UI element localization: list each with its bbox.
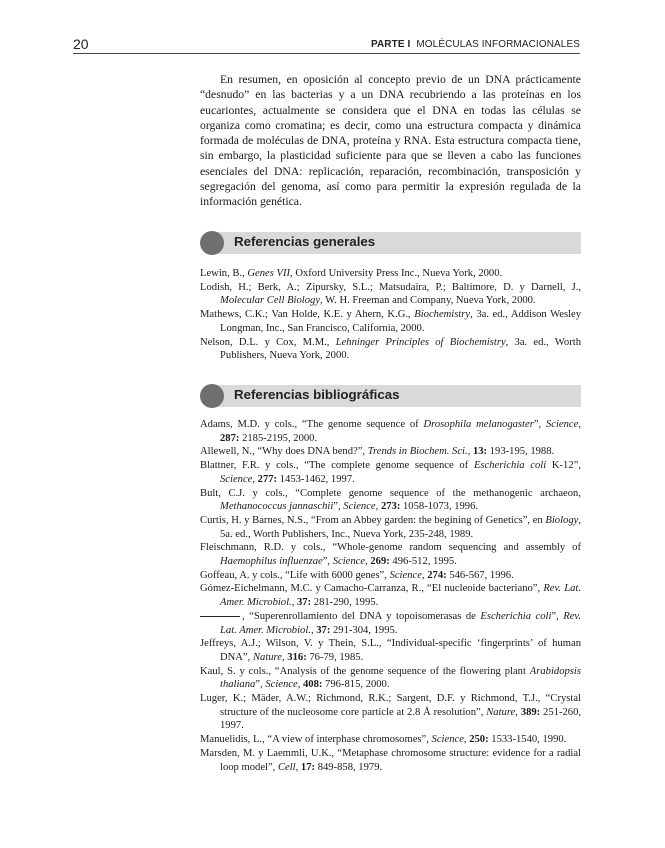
part-label: PARTE I bbox=[370, 39, 411, 50]
reference-post: 251-260, 1997. bbox=[220, 706, 582, 732]
reference-mid: , bbox=[421, 569, 428, 581]
reference-italic: Science bbox=[431, 734, 464, 746]
reference-mid: , bbox=[463, 734, 470, 746]
section-title-general: Referencias generales bbox=[234, 234, 376, 249]
reference-post: 291-304, 1995. bbox=[330, 624, 398, 636]
reference-entry: Blattner, F.R. y cols., “The complete genome sequence of Escherichia coli K-12”, Science, 277: 1453-1462, 1997. bbox=[200, 460, 581, 485]
reference-entry: , “Superenrollamiento del DNA y topoisomerasas de Escherichia coli”, Rev. Lat. Amer. Microbiol., 37: 291-304, 1995. bbox=[200, 610, 581, 637]
reference-italic: Biology bbox=[545, 514, 579, 526]
reference-entry: Fleischmann, R.D. y cols., “Whole-genome random sequencing and assembly of Haemophilus influenzae”, Science, 269: 496-512, 1995. bbox=[200, 542, 581, 568]
reference-post: , 5a. ed., Worth Publishers, Inc., Nueva York, 235-248, 1989. bbox=[220, 514, 581, 540]
reference-mid: ”, bbox=[533, 419, 546, 430]
reference-mid: , bbox=[515, 706, 521, 718]
reference-bold: 17: bbox=[300, 761, 316, 773]
reference-entry bbox=[200, 692, 581, 733]
reference-italic: Molecular Cell Biology bbox=[220, 295, 321, 307]
reference-mid: ”, bbox=[551, 610, 564, 622]
reference-mid: , bbox=[282, 651, 288, 663]
reference-italic: Drosophila melanogaster bbox=[423, 419, 534, 430]
reference-italic2: Science bbox=[265, 679, 298, 691]
reference-entry bbox=[200, 569, 581, 583]
reference-italic: Biochemistry bbox=[414, 309, 471, 321]
reference-post: 546-567, 1996. bbox=[446, 569, 514, 581]
running-head bbox=[371, 39, 580, 50]
reference-entry bbox=[200, 747, 581, 774]
reference-mid: ”, bbox=[255, 679, 266, 691]
reference-pre: Marsden, M. y Laemmli, U.K., “Metaphase chromosome structure: evidence for a radial loop model”, bbox=[200, 747, 581, 773]
part-title: MOLÉCULAS INFORMACIONALES bbox=[416, 39, 580, 50]
reference-italic: Lehninger Principles of Biochemistry bbox=[335, 336, 506, 348]
reference-entry bbox=[200, 445, 581, 459]
reference-entry bbox=[200, 637, 581, 664]
reference-post: 2185-2195, 2000. bbox=[239, 432, 318, 444]
reference-pre: Adams, M.D. y cols., “The genome sequence of bbox=[200, 419, 424, 430]
reference-entry: Bult, C.J. y cols., “Complete genome sequence of the methanogenic archaeon, Methanococcus jannaschii”, Science, 273: 1058-1073, 1996. bbox=[200, 487, 581, 513]
reference-post: 193-195, 1988. bbox=[487, 446, 555, 458]
summary-paragraph: En resumen, en oposición al concepto previo de un DNA prácticamente “desnudo” en las bacterias y a un DNA recubriendo a las proteínas en los eucariontes, actualmente se considera que el DNA en todas las células se organiza como cromatina; es decir, como una estructura compacta y dinámica formada de moléculas de DNA, proteína y RNA. Esta estructura compacta tiene, sin embargo, la plasticidad suficiente para que se lleven a cabo las funciones esenciales del DNA: replicación, reparación, recombinación, transposición y segregación del genoma, así como para permitir la expresión regulada de la información genética. bbox=[200, 73, 581, 209]
reference-pre: Allewell, N., “Why does DNA bend?”, bbox=[200, 446, 368, 458]
reference-pre: Jeffreys, A.J.; Wilson, V. y Thein, S.L., “Individual-specific ‘fingerprints’ of human DNA”, bbox=[200, 638, 581, 663]
section-header-general bbox=[200, 231, 581, 255]
reference-italic: Trends in Biochem. Sci. bbox=[367, 446, 468, 458]
reference-mid: ”, bbox=[333, 501, 344, 513]
reference-italic: Escherichia coli bbox=[473, 460, 547, 472]
reference-pre: Manuelidis, L., “A view of interphase chromosomes”, bbox=[200, 734, 432, 746]
reference-post: , Oxford University Press Inc., Nueva York, 2000. bbox=[290, 268, 503, 279]
section-title-bibliographic: Referencias bibliográficas bbox=[234, 387, 400, 402]
reference-entry bbox=[200, 582, 581, 609]
reference-bold: 13: bbox=[472, 446, 488, 458]
reference-entry: Adams, M.D. y cols., “The genome sequence of Drosophila melanogaster”, Science, 287: 2185-2195, 2000. bbox=[200, 419, 581, 444]
reference-pre: Lodish, H.; Berk, A.; Zipursky, S.L.; Matsudaira, P.; Baltimore, D. y Darnell, J., bbox=[200, 281, 581, 293]
reference-italic: Science bbox=[389, 569, 422, 581]
reference-italic2: Rev. Lat. Amer. Microbiol. bbox=[220, 610, 581, 636]
reference-pre: Fleischmann, R.D. y cols., “Whole-genome random sequencing and assembly of bbox=[200, 542, 581, 554]
reference-bold: 37: bbox=[316, 624, 331, 636]
reference-post: , 3a. ed., Addison Wesley Longman, Inc., San Francisco, California, 2000. bbox=[220, 309, 582, 334]
bullet-circle-icon bbox=[200, 231, 224, 255]
reference-pre: Kaul, S. y cols., “Analysis of the genome sequence of the flowering plant bbox=[200, 665, 530, 677]
reference-pre: Curtis, H. y Barnes, N.S., “From an Abbey garden: the begining of Genetics”, en bbox=[200, 514, 546, 526]
reference-pre: Mathews, C.K.; Van Holde, K.E. y Ahern, K.G., bbox=[200, 309, 415, 321]
reference-italic: Haemophilus influenzae bbox=[220, 556, 323, 568]
reference-entry bbox=[200, 733, 581, 747]
reference-post: 1058-1073, 1996. bbox=[400, 501, 479, 513]
reference-bold: 269: bbox=[370, 556, 390, 568]
bibliographic-references-list bbox=[200, 418, 581, 774]
ditto-dash bbox=[200, 616, 240, 617]
reference-italic: Methanococcus jannaschii bbox=[220, 501, 334, 513]
reference-entry bbox=[200, 336, 581, 363]
reference-italic2: Science bbox=[343, 501, 376, 513]
reference-pre: Goffeau, A. y cols., “Life with 6000 genes”, bbox=[200, 569, 390, 581]
bullet-circle-icon bbox=[200, 384, 224, 408]
reference-entry bbox=[200, 308, 581, 335]
reference-post: 1453-1462, 1997. bbox=[277, 473, 355, 485]
reference-italic: Nature bbox=[486, 706, 516, 718]
reference-italic: Arabidopsis thaliana bbox=[220, 665, 581, 691]
reference-italic: Rev. Lat. Amer. Microbiol. bbox=[220, 583, 581, 609]
reference-entry bbox=[200, 267, 581, 281]
reference-italic2: Science bbox=[220, 473, 253, 485]
reference-pre: Lewin, B., bbox=[200, 268, 248, 279]
reference-bold: 37: bbox=[297, 597, 312, 609]
reference-entry bbox=[200, 281, 581, 308]
reference-pre: Luger, K.; Mäder, A.W.; Richmond, R.K.; Sargent, D.F. y Richmond, T.J., “Crystal structure of the nucleosome core particle at 2.8 Å resolution”, bbox=[200, 693, 581, 718]
reference-mid: , bbox=[295, 761, 301, 773]
reference-italic: Nature bbox=[252, 651, 282, 663]
page-number: 20 bbox=[73, 36, 89, 52]
reference-pre: Gómez-Eichelmann, M.C. y Camacho-Carranza, R., “El nucleoide bacteriano”, bbox=[200, 583, 544, 595]
reference-italic: Escherichia coli bbox=[480, 610, 552, 622]
reference-entry: Kaul, S. y cols., “Analysis of the genome sequence of the flowering plant Arabidopsis thaliana”, Science, 408: 796-815, 2000. bbox=[200, 665, 581, 691]
page-header bbox=[73, 38, 580, 54]
section-header-bibliographic bbox=[200, 384, 581, 408]
reference-post: , W. H. Freeman and Company, Nueva York, 2000. bbox=[320, 295, 536, 307]
reference-bold: 250: bbox=[469, 734, 489, 746]
reference-italic2: Science bbox=[545, 419, 579, 430]
reference-post: 1533-1540, 1990. bbox=[488, 734, 567, 746]
reference-bold: 287: bbox=[220, 432, 240, 444]
reference-post: 281-290, 1995. bbox=[311, 597, 379, 609]
reference-post: 849-858, 1979. bbox=[315, 761, 383, 773]
reference-mid: , bbox=[291, 597, 297, 609]
reference-bold: 408: bbox=[302, 679, 323, 691]
reference-bold: 316: bbox=[287, 651, 307, 663]
reference-bold: 273: bbox=[380, 501, 401, 513]
reference-italic2: Science bbox=[332, 556, 366, 568]
reference-mid: K-12”, bbox=[546, 460, 581, 472]
reference-bold: 274: bbox=[427, 569, 447, 581]
reference-italic: Cell bbox=[277, 761, 296, 773]
reference-mid: , bbox=[467, 446, 473, 458]
reference-pre: Bult, C.J. y cols., “Complete genome sequence of the methanogenic archaeon, bbox=[200, 487, 581, 499]
reference-entry bbox=[200, 514, 581, 541]
reference-pre: , “Superenrollamiento del DNA y topoisomerasas de bbox=[242, 610, 481, 622]
reference-mid: ”, bbox=[322, 556, 333, 568]
reference-post: , 3a. ed., Worth Publishers, Nueva York, 2000. bbox=[220, 336, 581, 362]
reference-post: 496-512, 1995. bbox=[389, 556, 457, 568]
reference-italic: Genes VII bbox=[247, 268, 291, 279]
general-references-list bbox=[200, 267, 581, 363]
reference-pre: Blattner, F.R. y cols., “The complete genome sequence of bbox=[200, 460, 474, 472]
reference-post: 76-79, 1985. bbox=[306, 651, 364, 663]
reference-bold: 277: bbox=[257, 473, 278, 485]
reference-bold: 389: bbox=[520, 706, 541, 718]
reference-pre: Nelson, D.L. y Cox, M.M., bbox=[200, 336, 336, 348]
reference-post: 796-815, 2000. bbox=[322, 679, 390, 691]
